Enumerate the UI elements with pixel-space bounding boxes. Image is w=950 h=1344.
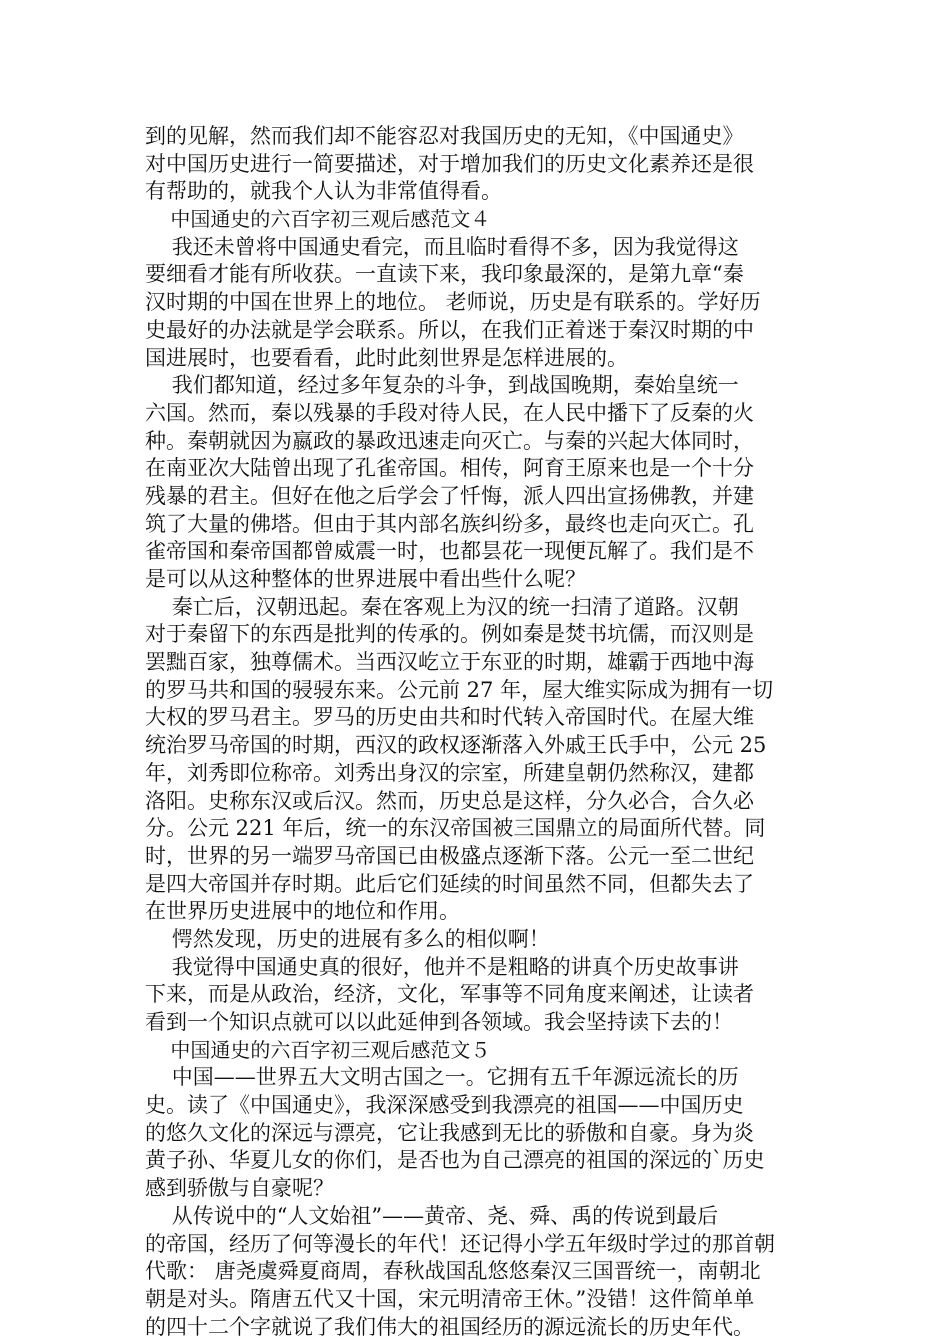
text-line: 朝是对头。隋唐五代又十国，宋元明清帝王休。”没错！这件简单单: [145, 1286, 755, 1311]
text-line: 罢黜百家，独尊儒术。当西汉屹立于东亚的时期，雄霸于西地中海: [145, 650, 754, 675]
text-line: 年，刘秀即位称帝。刘秀出身汉的宗室，所建皇朝仍然称汉，建都: [145, 760, 754, 785]
text-line: 分。公元 221 年后，统一的东汉帝国被三国鼎立的局面所代替。同: [145, 816, 766, 841]
text-line: 看到一个知识点就可以以此延伸到各领域。我会坚持读下去的！: [145, 1010, 733, 1034]
text-line: 黄子孙、华夏儿女的你们，是否也为自己漂亮的祖国的深远的`历史: [145, 1148, 765, 1173]
text-line: 愕然发现，历史的进展有多么的相似啊！: [145, 926, 550, 951]
text-line: 的悠久文化的深远与漂亮，它让我感到无比的骄傲和自豪。身为炎: [145, 1120, 754, 1145]
text-line: 六国。然而，秦以残暴的手段对待人民，在人民中播下了反秦的火: [145, 400, 754, 425]
text-line: 我们都知道，经过多年复杂的斗争，到战国晚期，秦始皇统一: [145, 373, 739, 398]
section-heading: 中国通史的六百字初三观后感范文４: [145, 207, 491, 232]
section-heading: 中国通史的六百字初三观后感范文５: [145, 1037, 491, 1062]
text-line: 有帮助的，就我个人认为非常值得看。: [145, 179, 502, 204]
text-line: 时，世界的另一端罗马帝国已由极盛点逐渐下落。公元一至二世纪: [145, 843, 754, 868]
text-line: 统治罗马帝国的时期，西汉的政权逐渐落入外戚王氏手中，公元 25: [145, 733, 767, 758]
text-line: 对中国历史进行一简要描述，对于增加我们的历史文化素养还是很: [145, 151, 754, 176]
text-line: 是可以从这种整体的世界进展中看出些什么呢？: [145, 567, 586, 591]
text-line: 的四十二个字就说了我们伟大的祖国经历的源远流长的历史年代。: [145, 1314, 754, 1339]
text-line: 秦亡后，汉朝迅起。秦在客观上为汉的统一扫清了道路。汉朝: [145, 594, 739, 619]
text-line: 的罗马共和国的骎骎东来。公元前 27 年，屋大维实际成为拥有一切: [145, 677, 774, 702]
text-line: 雀帝国和秦帝国都曾威震一时，也都昙花一现便瓦解了。我们是不: [145, 539, 754, 564]
text-line: 种。秦朝就因为嬴政的暴政迅速走向灭亡。与秦的兴起大体同时，: [145, 428, 754, 453]
text-line: 下来，而是从政治，经济，文化，军事等不同角度来阐述，让读者: [145, 982, 754, 1007]
text-line: 在南亚次大陆曾出现了孔雀帝国。相传，阿育王原来也是一个十分: [145, 456, 754, 481]
text-line: 感到骄傲与自豪呢？: [145, 1176, 334, 1201]
text-line: 代歌： 唐尧虞舜夏商周，春秋战国乱悠悠秦汉三国晋统一，南朝北: [145, 1259, 761, 1284]
text-line: 史最好的办法就是学会联系。所以，在我们正着迷于秦汉时期的中: [145, 317, 754, 342]
text-line: 要细看才能有所收获。一直读下来，我印象最深的，是第九章“秦: [145, 262, 744, 287]
text-line: 国进展时，也要看看，此时此刻世界是怎样进展的。: [145, 345, 628, 370]
text-line: 到的见解，然而我们却不能容忍对我国历史的无知，《中国通史》: [145, 124, 744, 148]
text-line: 我还未曾将中国通史看完，而且临时看得不多，因为我觉得这: [145, 234, 739, 259]
document-page: [145, 123, 810, 1341]
text-line: 大权的罗马君主。罗马的历史由共和时代转入帝国时代。在屋大维: [145, 705, 754, 730]
text-line: 的帝国，经历了何等漫长的年代！还记得小学五年级时学过的那首朝: [145, 1231, 775, 1256]
text-line: 残暴的君主。但好在他之后学会了忏悔，派人四出宣扬佛教，并建: [145, 483, 754, 508]
text-line: 在世界历史进展中的地位和作用。: [145, 899, 460, 924]
text-line: 筑了大量的佛塔。但由于其内部名族纠纷多，最终也走向灭亡。孔: [145, 511, 754, 536]
text-line: 对于秦留下的东西是批判的传承的。例如秦是焚书坑儒，而汉则是: [145, 622, 754, 647]
text-line: 我觉得中国通史真的很好，他并不是粗略的讲真个历史故事讲: [145, 954, 739, 979]
text-line: 汉时期的中国在世界上的地位。 老师说，历史是有联系的。学好历: [145, 290, 761, 315]
text-line: 中国——世界五大文明古国之一。它拥有五千年源远流长的历: [145, 1065, 739, 1090]
text-line: 是四大帝国并存时期。此后它们延续的时间虽然不同，但都失去了: [145, 871, 754, 896]
text-line: 史。读了《中国通史》，我深深感受到我漂亮的祖国——中国历史: [145, 1093, 744, 1118]
text-line: 洛阳。史称东汉或后汉。然而，历史总是这样，分久必合，合久必: [145, 788, 754, 813]
text-line: 从传说中的“人文始祖”——黄帝、尧、舜、禹的传说到最后: [145, 1203, 719, 1228]
